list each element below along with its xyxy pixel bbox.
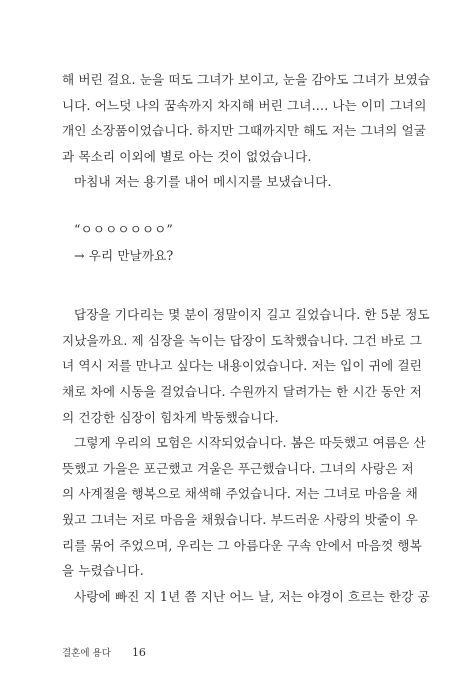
message-translation: → 우리 만날까요? (74, 247, 174, 263)
text-line: 개인 소장품이었습니다. 하지만 그때까지만 해도 저는 그녀의 얼굴 (62, 123, 426, 139)
text-line: 리를 묶어 주었으며, 우리는 그 아름다운 구속 안에서 마음껏 행복 (62, 537, 422, 553)
book-title: 결혼에 용다 (62, 648, 111, 659)
body-text (62, 67, 431, 609)
text-line: 해 버린 걸요. 눈을 떠도 그녀가 보이고, 눈을 감아도 그녀가 보였습 (62, 72, 431, 87)
text-line: 그렇게 우리의 모험은 시작되었습니다. 봄은 따듯했고 여름은 산 (74, 435, 426, 451)
text-line: 의 건강한 심장이 힘차게 박동했습니다. (62, 409, 279, 425)
text-line: 과 목소리 이외에 별로 아는 것이 없었습니다. (62, 148, 312, 164)
text-line: 의 사계절을 행복으로 채색해 주었습니다. 저는 그녀로 마음을 채 (62, 486, 418, 502)
text-line: 웠고 그녀는 저로 마음을 채웠습니다. 부드러운 사랑의 밧줄이 우 (62, 511, 418, 527)
text-line: 채로 차에 시동을 걸었습니다. 수원까지 달려가는 한 시간 동안 저 (62, 383, 422, 399)
text-line: 답장을 기다리는 몇 분이 정말이지 길고 길었습니다. 한 5분 정도 (74, 307, 430, 323)
page-footer (62, 645, 146, 659)
text-line: 녀 역시 저를 만나고 싶다는 내용이었습니다. 저는 입이 귀에 걸린 (62, 358, 422, 374)
text-line: 을 누렸습니다. (62, 563, 144, 579)
text-line: 지났을까요. 제 심장을 녹이는 답장이 도착했습니다. 그건 바로 그 (62, 332, 422, 348)
page-number: 16 (131, 646, 146, 659)
text-line: 뜻했고 가을은 포근했고 겨울은 푸근했습니다. 그녀의 사랑은 저 (62, 460, 414, 476)
text-line: 니다. 어느덧 나의 꿈속까지 차지해 버린 그녀…. 나는 이미 그녀의 (62, 97, 427, 113)
message-line: “ㅇㅇㅇㅇㅇㅇㅇ” (74, 221, 173, 237)
text-line: 사랑에 빠진 지 1년 쯤 지난 어느 날, 저는 야경이 흐르는 한강 공 (74, 588, 430, 604)
text-line: 마침내 저는 용기를 내어 메시지를 보냈습니다. (74, 174, 332, 190)
